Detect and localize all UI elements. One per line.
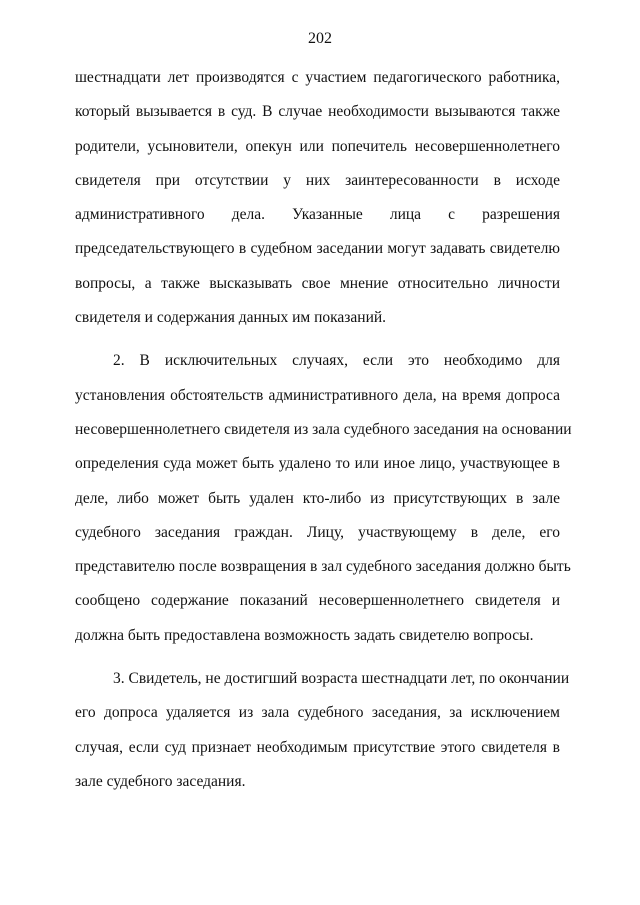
paragraph-3 (75, 662, 570, 799)
text-line: родители, усыновители, опекун или попечитель несовершеннолетнего (75, 137, 560, 155)
text-line: зале судебного заседания. (75, 772, 246, 790)
text-line: председательствующего в судебном заседании могут задавать свидетелю (75, 240, 560, 258)
text-line: несовершеннолетнего свидетеля из зала судебного заседания на основании (75, 420, 572, 438)
document-body (75, 61, 572, 799)
text-line: шестнадцати лет производятся с участием педагогического работника, (75, 69, 560, 86)
text-line: 2. В исключительных случаях, если это необходимо для (113, 352, 560, 370)
text-line: свидетеля при отсутствии у них заинтересованности в исходе (75, 171, 560, 189)
text-line: судебного заседания граждан. Лицу, участвующему в деле, его (75, 523, 560, 541)
text-line: вопросы, а также высказывать свое мнение относительно личности (75, 274, 560, 292)
text-line: определения суда может быть удалено то или иное лицо, участвующее в (75, 455, 560, 473)
text-line: деле, либо может быть удален кто-либо из присутствующих в зале (75, 489, 560, 507)
text-line: представителю после возвращения в зал судебного заседания должно быть (75, 558, 571, 576)
text-line: свидетеля и содержания данных им показаний. (75, 309, 387, 327)
text-line: 3. Свидетель, не достигший возраста шестнадцати лет, по окончании (113, 670, 570, 688)
text-line: установления обстоятельств административного дела, на время допроса (75, 386, 560, 404)
page-number: 202 (308, 30, 332, 47)
text-line: который вызывается в суд. В случае необходимости вызываются также (75, 103, 560, 121)
text-line: случая, если суд признает необходимым присутствие этого свидетеля в (75, 738, 560, 756)
text-line: его допроса удаляется из зала судебного заседания, за исключением (75, 704, 560, 722)
text-line: сообщено содержание показаний несовершеннолетнего свидетеля и (75, 592, 560, 610)
text-line: должна быть предоставлена возможность задать свидетелю вопросы. (75, 626, 534, 644)
paragraph-1 (75, 61, 560, 335)
text-line: административного дела. Указанные лица с разрешения (75, 206, 560, 224)
paragraph-2 (75, 344, 572, 653)
